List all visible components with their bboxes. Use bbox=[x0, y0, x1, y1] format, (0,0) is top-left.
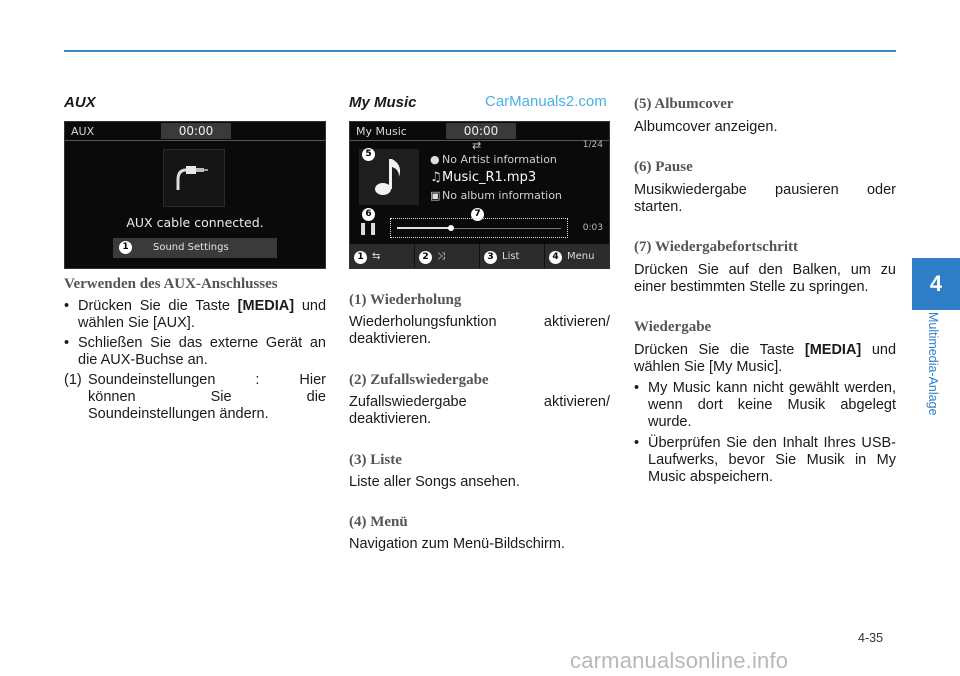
aux-usage-section bbox=[64, 274, 326, 423]
aux-item-1-line2: können Sie die bbox=[88, 389, 326, 405]
playback-bullet-2: • Überprüfen Sie den Inhalt Ihres USB-Laufwerks, bevor Sie Musik in My Music abspeichern. bbox=[634, 435, 896, 486]
progress-knob[interactable] bbox=[448, 225, 454, 231]
aux-item-1-row3 bbox=[64, 406, 326, 423]
top-rule bbox=[64, 50, 896, 52]
album-icon: ▣ bbox=[430, 189, 441, 202]
list-label: List bbox=[502, 251, 520, 262]
column-right bbox=[634, 94, 896, 486]
playback-bullet-1: • My Music kann nicht gewählt werden, wenn dort keine Musik abgelegt wurde. bbox=[634, 380, 896, 431]
mm-screen-title: My Music bbox=[356, 125, 407, 138]
elapsed-time: 0:03 bbox=[582, 223, 603, 233]
aux-item-1-row1 bbox=[64, 372, 326, 389]
callout-badge-2: 2 bbox=[419, 251, 432, 264]
album-cover-text: Albumcover anzeigen. bbox=[634, 119, 778, 135]
aux-bullet-1-pre: Drücken Sie die Taste bbox=[78, 298, 230, 314]
progress-fill bbox=[397, 227, 451, 229]
aux-screen-title: AUX bbox=[71, 125, 95, 138]
aux-screen-clock: 00:00 bbox=[161, 123, 231, 139]
media-key-2: [MEDIA] bbox=[804, 342, 862, 358]
pause-text: Musikwiedergabe pausieren oder starten. bbox=[634, 182, 896, 215]
sound-settings-button[interactable] bbox=[113, 238, 277, 258]
aux-item-1-row2 bbox=[64, 389, 326, 406]
menu-label: Menu bbox=[567, 251, 595, 262]
repeat-status-icon: ⇄ bbox=[472, 139, 482, 152]
playback-text bbox=[634, 342, 896, 376]
playback-heading: Wiedergabe bbox=[634, 319, 712, 335]
aux-bullet-1-post: und wählen Sie [AUX]. bbox=[78, 298, 327, 331]
menu-heading: (4) Menü bbox=[349, 514, 408, 530]
aux-item-1 bbox=[64, 372, 326, 423]
album-cover-heading: (5) Albumcover bbox=[634, 96, 734, 112]
progress-heading: (7) Wiedergabefortschritt bbox=[634, 239, 798, 255]
shuffle-icon: ⤨ bbox=[437, 251, 445, 262]
mm-screen-clock: 00:00 bbox=[446, 123, 516, 139]
note-icon: ♫ bbox=[430, 170, 442, 185]
aux-heading: AUX bbox=[64, 94, 96, 111]
artist-line bbox=[430, 153, 557, 166]
song-text: Music_R1.mp3 bbox=[442, 170, 537, 185]
mm-bottom-bar bbox=[350, 244, 609, 269]
aux-bullet-2: • Schließen Sie das externe Gerät an die AUX-Buchse an. bbox=[64, 335, 326, 369]
pause-icon[interactable]: ❚❚ bbox=[358, 221, 379, 235]
repeat-icon: ⇆ bbox=[372, 251, 381, 262]
callout-badge-3: 3 bbox=[484, 251, 497, 264]
footer-watermark: carmanualsonline.info bbox=[570, 648, 789, 673]
shuffle-heading: (2) Zufallswiedergabe bbox=[349, 372, 489, 388]
aux-bullet-1 bbox=[64, 298, 326, 332]
playback-text-post: und wählen Sie [My Music]. bbox=[634, 342, 897, 375]
list-button[interactable] bbox=[480, 244, 545, 269]
my-music-heading: My Music bbox=[349, 94, 417, 111]
aux-screen bbox=[64, 121, 326, 269]
repeat-heading: (1) Wiederholung bbox=[349, 292, 462, 308]
repeat-text: Wiederholungsfunktion aktivieren/ deaktivieren. bbox=[349, 314, 610, 347]
callout-badge-5: 5 bbox=[362, 148, 375, 161]
artist-text: No Artist information bbox=[442, 153, 557, 166]
aux-item-1-line1: Soundeinstellungen : Hier bbox=[88, 372, 326, 388]
progress-text: Drücken Sie auf den Balken, um zu einer bestimmten Stelle zu springen. bbox=[634, 262, 896, 295]
list-heading: (3) Liste bbox=[349, 452, 402, 468]
playback-text-pre: Drücken Sie die Taste bbox=[634, 342, 795, 358]
carmanuals-watermark: CarManuals2.com bbox=[485, 93, 607, 110]
shuffle-text: Zufallswiedergabe aktivieren/ deaktivieren. bbox=[349, 394, 610, 427]
aux-usage-heading: Verwenden des AUX-Anschlusses bbox=[64, 276, 278, 292]
track-count: 1/24 bbox=[582, 140, 603, 150]
column-aux bbox=[64, 92, 326, 114]
page-number: 4-35 bbox=[858, 631, 884, 645]
callout-badge-4: 4 bbox=[549, 251, 562, 264]
list-text: Liste aller Songs ansehen. bbox=[349, 474, 520, 490]
album-line bbox=[430, 189, 562, 202]
menu-text: Navigation zum Menü-Bildschirm. bbox=[349, 536, 565, 552]
chapter-label: Multimedia-Anlage bbox=[926, 312, 940, 416]
progress-bar[interactable] bbox=[390, 218, 568, 238]
callout-badge-1: 1 bbox=[119, 241, 132, 254]
repeat-button[interactable] bbox=[350, 244, 415, 269]
album-text: No album information bbox=[442, 189, 562, 202]
aux-item-1-num: (1) bbox=[64, 372, 82, 388]
callout-badge-6: 6 bbox=[362, 208, 375, 221]
callout-badge-1: 1 bbox=[354, 251, 367, 264]
my-music-screen bbox=[349, 121, 610, 269]
chapter-tab: 4 bbox=[912, 258, 960, 310]
callout-badge-7: 7 bbox=[471, 208, 484, 221]
aux-item-1-line3: Soundeinstellungen ändern. bbox=[88, 406, 269, 422]
person-icon: ● bbox=[430, 153, 440, 166]
sound-settings-label: Sound Settings bbox=[153, 242, 229, 253]
media-key: [MEDIA] bbox=[237, 298, 295, 314]
menu-button[interactable] bbox=[545, 244, 609, 269]
aux-connected-message: AUX cable connected. bbox=[126, 215, 264, 230]
aux-screen-divider bbox=[65, 140, 325, 141]
aux-cable-icon bbox=[163, 149, 225, 207]
song-line bbox=[430, 170, 536, 185]
pause-heading: (6) Pause bbox=[634, 159, 693, 175]
shuffle-button[interactable] bbox=[415, 244, 480, 269]
my-music-functions bbox=[349, 290, 610, 553]
